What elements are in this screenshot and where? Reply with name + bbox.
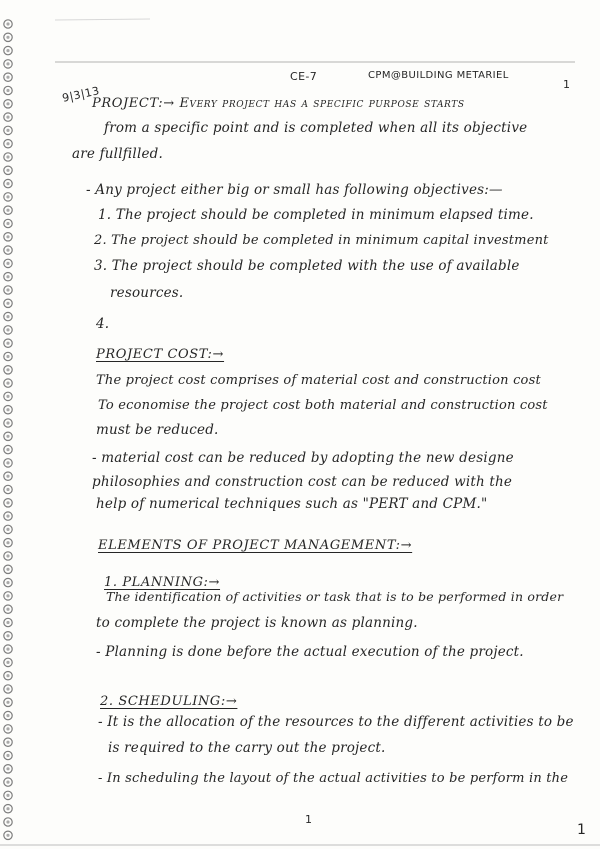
binding-hole xyxy=(4,818,12,826)
scheduling-heading: 2. SCHEDULING:→ xyxy=(100,694,238,709)
binding-hole xyxy=(4,233,12,241)
project-cost-line: To economise the project cost both material and construction cost xyxy=(98,398,548,413)
binding-hole xyxy=(4,140,12,148)
topic-title: CPM@BUILDING METARIEL xyxy=(368,70,509,81)
binding-hole xyxy=(4,246,12,254)
binding-hole xyxy=(4,352,12,360)
binding-hole xyxy=(4,738,12,746)
binding-hole xyxy=(4,219,12,227)
binding-hole xyxy=(4,339,12,347)
scheduling-line: - In scheduling the layout of the actual activities to be perform in the xyxy=(98,771,569,786)
binding-hole xyxy=(4,552,12,560)
binding-hole xyxy=(4,472,12,480)
binding-hole xyxy=(4,166,12,174)
binding-hole xyxy=(4,60,12,68)
binding-hole xyxy=(4,512,12,520)
project-definition-line: are fullfilled. xyxy=(72,146,163,162)
binding-hole xyxy=(4,565,12,573)
binding-hole xyxy=(4,366,12,374)
binding-hole xyxy=(4,711,12,719)
date: 9|3|13 xyxy=(61,84,101,105)
binding-hole xyxy=(4,20,12,28)
binding-hole xyxy=(4,539,12,547)
binding-hole xyxy=(4,592,12,600)
scheduling-line: is required to the carry out the project. xyxy=(108,740,386,756)
binding-hole xyxy=(4,273,12,281)
objective-item: 3. The project should be completed with the use of available xyxy=(94,258,520,274)
binding-hole xyxy=(4,286,12,294)
binding-hole xyxy=(4,113,12,121)
project-cost-line: philosophies and construction cost can be reduced with the xyxy=(92,474,513,490)
binding-hole xyxy=(4,805,12,813)
binding-hole xyxy=(4,751,12,759)
binding-hole xyxy=(4,645,12,653)
planning-line: - Planning is done before the actual execution of the project. xyxy=(96,644,524,660)
page-corner-number: 1 xyxy=(577,822,587,838)
objective-item: resources. xyxy=(110,285,184,301)
binding-hole xyxy=(4,672,12,680)
binding-hole xyxy=(4,126,12,134)
binding-hole xyxy=(4,765,12,773)
planning-heading: 1. PLANNING:→ xyxy=(104,575,221,590)
binding-hole xyxy=(4,419,12,427)
project-definition-line: from a specific point and is completed when all its objective xyxy=(104,120,528,136)
project-cost-line: - material cost can be reduced by adopting the new designe xyxy=(92,450,514,466)
binding-hole xyxy=(4,312,12,320)
project-cost-line: help of numerical techniques such as "PERT and CPM." xyxy=(96,496,488,512)
binding-hole xyxy=(4,445,12,453)
binding-hole xyxy=(4,392,12,400)
binding-hole xyxy=(4,100,12,108)
project-cost-line: The project cost comprises of material cost and construction cost xyxy=(96,373,541,388)
binding-hole xyxy=(4,406,12,414)
binding-hole xyxy=(4,725,12,733)
binding-hole xyxy=(4,658,12,666)
binding-hole xyxy=(4,499,12,507)
spiral-binding xyxy=(0,0,40,849)
binding-hole xyxy=(4,33,12,41)
course-code: CE-7 xyxy=(290,70,318,83)
binding-hole xyxy=(4,485,12,493)
project-cost-heading: PROJECT COST:→ xyxy=(96,347,225,362)
binding-hole xyxy=(4,698,12,706)
binding-hole xyxy=(4,618,12,626)
binding-hole xyxy=(4,525,12,533)
binding-hole xyxy=(4,153,12,161)
project-cost-line: must be reduced. xyxy=(96,422,219,438)
binding-hole xyxy=(4,632,12,640)
binding-hole xyxy=(4,46,12,54)
binding-hole xyxy=(4,259,12,267)
elements-heading: ELEMENTS OF PROJECT MANAGEMENT:→ xyxy=(98,538,413,553)
binding-hole xyxy=(4,831,12,839)
binding-hole xyxy=(4,578,12,586)
project-definition-line: PROJECT:→ Every project has a specific purpose starts xyxy=(92,96,465,111)
binding-hole xyxy=(4,206,12,214)
binding-hole xyxy=(4,73,12,81)
objective-item: 2. The project should be completed in minimum capital investment xyxy=(94,233,549,248)
binding-hole xyxy=(4,86,12,94)
binding-hole xyxy=(4,605,12,613)
binding-hole xyxy=(4,299,12,307)
binding-hole xyxy=(4,326,12,334)
planning-line: The identification of activities or task that is to be performed in order xyxy=(106,589,564,604)
corner-mark: 1 xyxy=(563,78,571,91)
binding-hole xyxy=(4,685,12,693)
objectives-intro: - Any project either big or small has following objectives:— xyxy=(86,182,503,198)
binding-hole xyxy=(4,179,12,187)
planning-line: to complete the project is known as planning. xyxy=(96,615,418,631)
objective-item: 1. The project should be completed in minimum elapsed time. xyxy=(98,207,534,223)
binding-hole xyxy=(4,778,12,786)
binding-hole xyxy=(4,193,12,201)
binding-hole xyxy=(4,791,12,799)
objective-item: 4. xyxy=(96,316,110,332)
page-number: 1 xyxy=(305,813,313,826)
binding-hole xyxy=(4,379,12,387)
binding-hole xyxy=(4,459,12,467)
scheduling-line: - It is the allocation of the resources to the different activities to be xyxy=(98,714,574,730)
binding-hole xyxy=(4,432,12,440)
